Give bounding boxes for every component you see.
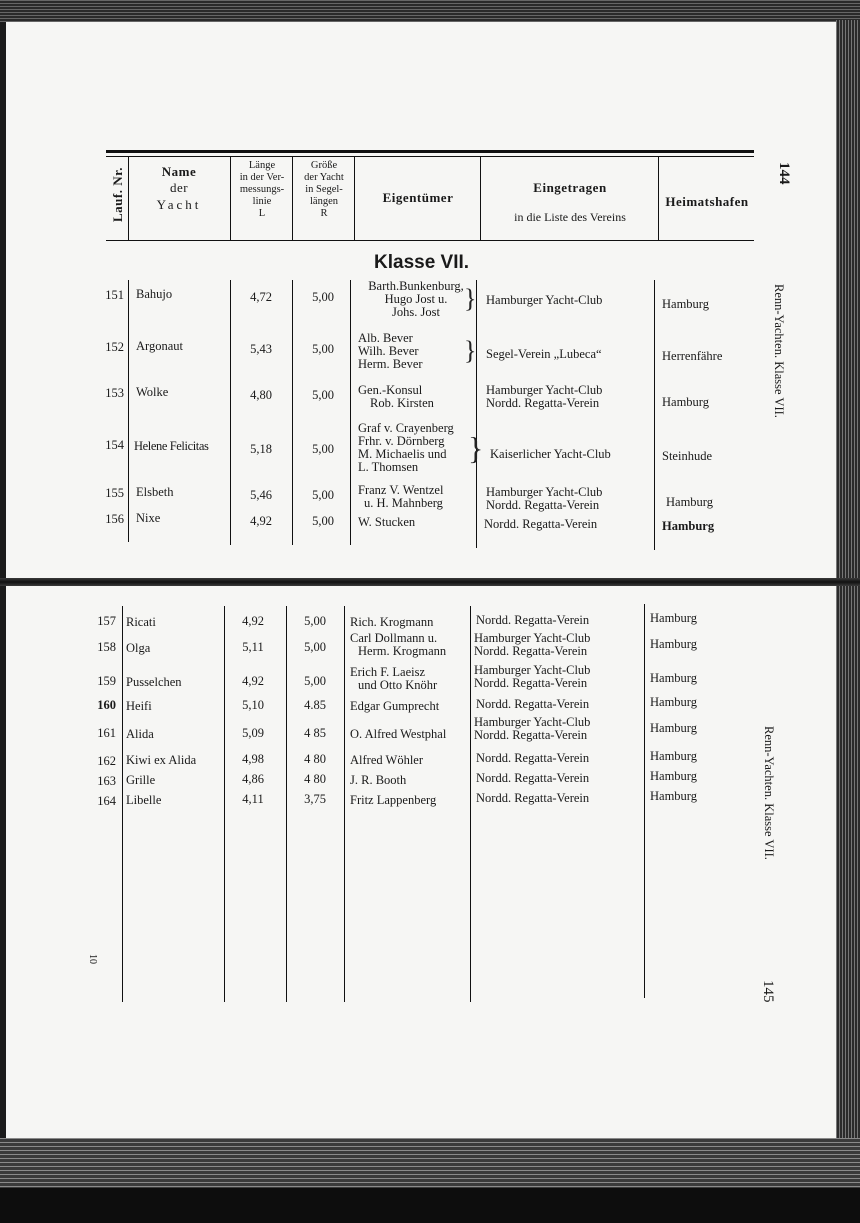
owner: Rich. Krogmann [350, 615, 434, 629]
owner [358, 384, 468, 410]
brace-icon: } [464, 336, 477, 365]
header-groesse-line: Größe [310, 160, 338, 171]
header-name-line: der [169, 180, 189, 196]
groesse-value: 5,00 [312, 290, 334, 304]
header-col-sep [292, 156, 293, 240]
book-page-edges-right [836, 20, 860, 1180]
page-number: 144 [776, 162, 792, 185]
row-nr: 162 [97, 754, 116, 768]
club: Hamburger Yacht-Club [486, 293, 603, 307]
book-page-edges-bottom [0, 1138, 860, 1188]
header-laenge-line: linie [252, 196, 272, 208]
header-laenge-line: in der Ver- [239, 172, 285, 184]
header-lauf-nr: Lauf. Nr. [110, 167, 125, 222]
owner [350, 632, 446, 658]
heimatshafen: Hamburg [650, 611, 697, 625]
club [474, 716, 590, 742]
owner-line: und Otto Knöhr [358, 678, 438, 693]
header-top-rule-thin [106, 156, 754, 157]
heimatshafen: Hamburg [650, 749, 697, 763]
brace-icon: } [468, 430, 484, 466]
owner [358, 332, 468, 371]
owner-line: Gen.-Konsul [358, 383, 423, 397]
row-nr: 159 [97, 674, 116, 688]
laenge-value: 5,09 [242, 726, 264, 740]
club-line: Nordd. Regatta-Verein [486, 498, 600, 513]
yacht-name: Ricati [126, 615, 156, 629]
header-eingetragen: Eingetragen [533, 180, 607, 195]
groesse-value: 5,00 [312, 342, 334, 356]
header-eigentuemer: Eigentümer [382, 190, 454, 205]
owner-line: Barth.Bunkenburg, [368, 279, 464, 293]
club: Kaiserlicher Yacht-Club [490, 447, 611, 461]
owner: Fritz Lappenberg [350, 793, 437, 807]
yacht-name: Alida [126, 727, 154, 741]
club [474, 632, 590, 658]
club-line: Hamburger Yacht-Club [486, 485, 603, 499]
header-name-line: Name [161, 164, 197, 179]
club-line: Hamburger Yacht-Club [486, 383, 603, 397]
laenge-value: 5,11 [242, 640, 264, 654]
laenge-value: 5,18 [250, 442, 272, 456]
yacht-name: Kiwi ex Alida [126, 753, 197, 767]
row-nr: 164 [97, 794, 116, 808]
header-col-sep [230, 156, 231, 240]
club-line: Nordd. Regatta-Verein [486, 396, 600, 411]
groesse-value: 4 80 [304, 752, 326, 766]
body-col-line [128, 280, 129, 542]
owner-line: Rob. Kirsten [370, 396, 434, 411]
header-col-sep [128, 156, 129, 240]
header-top-rule [106, 150, 754, 153]
club [486, 486, 602, 512]
heimatshafen: Hamburg [650, 721, 697, 735]
owner-line: Herm. Bever [358, 357, 423, 372]
laenge-value: 4,98 [242, 752, 264, 766]
body-col-line [292, 280, 293, 545]
owner-line: Frhr. v. Dörnberg [358, 434, 445, 449]
header-groesse-line: R [320, 208, 328, 220]
heimatshafen: Hamburg [662, 395, 709, 409]
yacht-name: Libelle [126, 793, 162, 807]
heimatshafen: Hamburg [650, 671, 697, 685]
groesse-value: 5,00 [304, 614, 326, 628]
owner-line: M. Michaelis und [358, 447, 447, 462]
header-groesse-line: in Segel- [305, 184, 343, 196]
page-145 [6, 586, 836, 1138]
header-col-sep [658, 156, 659, 240]
owner: O. Alfred Westphal [350, 727, 447, 741]
row-nr: 154 [105, 438, 124, 452]
body-col-line [230, 280, 231, 545]
laenge-value: 4,86 [242, 772, 264, 786]
body-col-line [122, 606, 123, 1002]
brace-icon: } [464, 284, 477, 313]
heimatshafen: Hamburg [650, 769, 697, 783]
laenge-value: 4,72 [250, 290, 272, 304]
club [474, 664, 590, 690]
yacht-name: Olga [126, 641, 151, 655]
heimatshafen: Hamburg [650, 637, 697, 651]
header-bottom-rule [106, 240, 754, 241]
running-head: Renn-Yachten. Klasse VII. [762, 726, 776, 860]
groesse-value: 3,75 [304, 792, 326, 806]
header-name-line: Yacht [156, 196, 202, 212]
body-col-line [476, 280, 477, 548]
club: Nordd. Regatta-Verein [476, 751, 590, 765]
owner-line: Carl Dollmann u. [350, 631, 438, 645]
body-col-line [654, 280, 655, 550]
owner-line: Erich F. Laeisz [350, 665, 426, 679]
yacht-name: Argonaut [136, 339, 183, 353]
club: Segel-Verein „Lubeca“ [486, 347, 602, 361]
row-nr: 156 [105, 512, 124, 526]
club-line: Hamburger Yacht-Club [474, 663, 591, 677]
club-line: Hamburger Yacht-Club [474, 715, 591, 729]
club: Nordd. Regatta-Verein [484, 517, 598, 531]
yacht-name: Wolke [136, 385, 169, 399]
laenge-value: 5,46 [250, 488, 272, 502]
groesse-value: 4 80 [304, 772, 326, 786]
book-gutter [0, 578, 860, 586]
heimatshafen: Herrenfähre [662, 349, 723, 363]
body-col-line [350, 280, 351, 545]
laenge-value: 4,92 [242, 674, 264, 688]
yacht-name: Grille [126, 773, 156, 787]
laenge-value: 5,43 [250, 342, 272, 356]
owner-line: Alb. Bever [358, 331, 413, 345]
row-nr: 158 [97, 640, 116, 654]
owner-line: L. Thomsen [358, 460, 419, 475]
club-line: Nordd. Regatta-Verein [474, 728, 588, 743]
row-nr: 163 [97, 774, 116, 788]
header-eingetragen-sub: in die Liste des Vereins [514, 210, 626, 224]
club: Nordd. Regatta-Verein [476, 791, 590, 805]
book-base-shadow [0, 1188, 860, 1223]
row-nr: 151 [105, 288, 124, 302]
owner: J. R. Booth [350, 773, 407, 787]
owner: W. Stucken [358, 515, 416, 529]
owner-line: Hugo Jost u. [384, 292, 448, 307]
owner [358, 484, 474, 510]
owner [358, 279, 477, 320]
groesse-value: 5,00 [312, 388, 334, 402]
laenge-value: 4,92 [250, 514, 272, 528]
row-nr: 161 [97, 726, 116, 740]
row-nr: 152 [105, 340, 124, 354]
header-groesse [294, 160, 354, 220]
header-laenge-line: Länge [248, 160, 276, 171]
groesse-value: 4.85 [304, 698, 326, 712]
owner [350, 666, 437, 692]
row-nr: 157 [97, 614, 116, 628]
body-col-line [644, 604, 645, 998]
groesse-value: 5,00 [312, 488, 334, 502]
yacht-name: Bahujo [136, 287, 173, 301]
groesse-value: 5,00 [312, 514, 334, 528]
header-heimatshafen: Heimatshafen [665, 194, 749, 209]
club-line: Hamburger Yacht-Club [474, 631, 591, 645]
yacht-name: Pusselchen [126, 675, 182, 689]
owner-line: Franz V. Wentzel [358, 483, 444, 497]
heimatshafen: Steinhude [662, 449, 712, 463]
club: Nordd. Regatta-Verein [476, 613, 590, 627]
row-nr: 153 [105, 386, 124, 400]
owner-line: Herm. Krogmann [358, 644, 447, 659]
club-line: Nordd. Regatta-Verein [474, 676, 588, 691]
club [486, 384, 602, 410]
body-col-line [286, 606, 287, 1002]
header-groesse-line: der Yacht [304, 172, 344, 184]
page-number: 145 [760, 980, 776, 1003]
header-laenge-line: messungs- [239, 184, 285, 196]
groesse-value: 5,00 [304, 674, 326, 688]
header-groesse-line: längen [310, 196, 338, 208]
header-laenge-line: L [258, 208, 266, 220]
laenge-value: 5,10 [242, 698, 264, 712]
groesse-value: 5,00 [304, 640, 326, 654]
groesse-value: 5,00 [312, 442, 334, 456]
owner: Edgar Gumprecht [350, 699, 440, 713]
heimatshafen: Hamburg [662, 297, 709, 311]
heimatshafen: Hamburg [666, 495, 713, 509]
header-name [134, 164, 224, 213]
yacht-name: Heifi [126, 699, 152, 713]
running-head: Renn-Yachten. Klasse VII. [772, 284, 786, 418]
owner-line: Wilh. Bever [358, 344, 419, 359]
class-title: Klasse VII. [374, 252, 470, 273]
laenge-value: 4,80 [250, 388, 272, 402]
yacht-name: Elsbeth [136, 485, 174, 499]
yacht-name: Helene Felicitas [134, 439, 209, 453]
groesse-value: 4 85 [304, 726, 326, 740]
owner [358, 422, 474, 475]
header-col-sep [480, 156, 481, 240]
book-page-edges-top [0, 0, 860, 22]
body-col-line [224, 606, 225, 1002]
club-line: Nordd. Regatta-Verein [474, 644, 588, 659]
owner-line: Johs. Jost [392, 305, 440, 320]
yacht-name: Nixe [136, 511, 161, 525]
signature-mark: 10 [87, 954, 98, 964]
owner: Alfred Wöhler [350, 753, 424, 767]
club: Nordd. Regatta-Verein [476, 771, 590, 785]
owner-line: u. H. Mahnberg [364, 496, 443, 511]
laenge-value: 4,11 [242, 792, 264, 806]
heimatshafen: Hamburg [650, 695, 697, 709]
page-144 [6, 22, 836, 579]
row-nr: 160 [97, 698, 116, 712]
header-col-sep [354, 156, 355, 240]
heimatshafen: Hamburg [662, 519, 715, 533]
body-col-line [470, 606, 471, 1002]
laenge-value: 4,92 [242, 614, 264, 628]
club: Nordd. Regatta-Verein [476, 697, 590, 711]
owner-line: Graf v. Crayenberg [358, 421, 454, 435]
row-nr: 155 [105, 486, 124, 500]
header-laenge [232, 160, 292, 220]
body-col-line [344, 606, 345, 1002]
heimatshafen: Hamburg [650, 789, 697, 803]
